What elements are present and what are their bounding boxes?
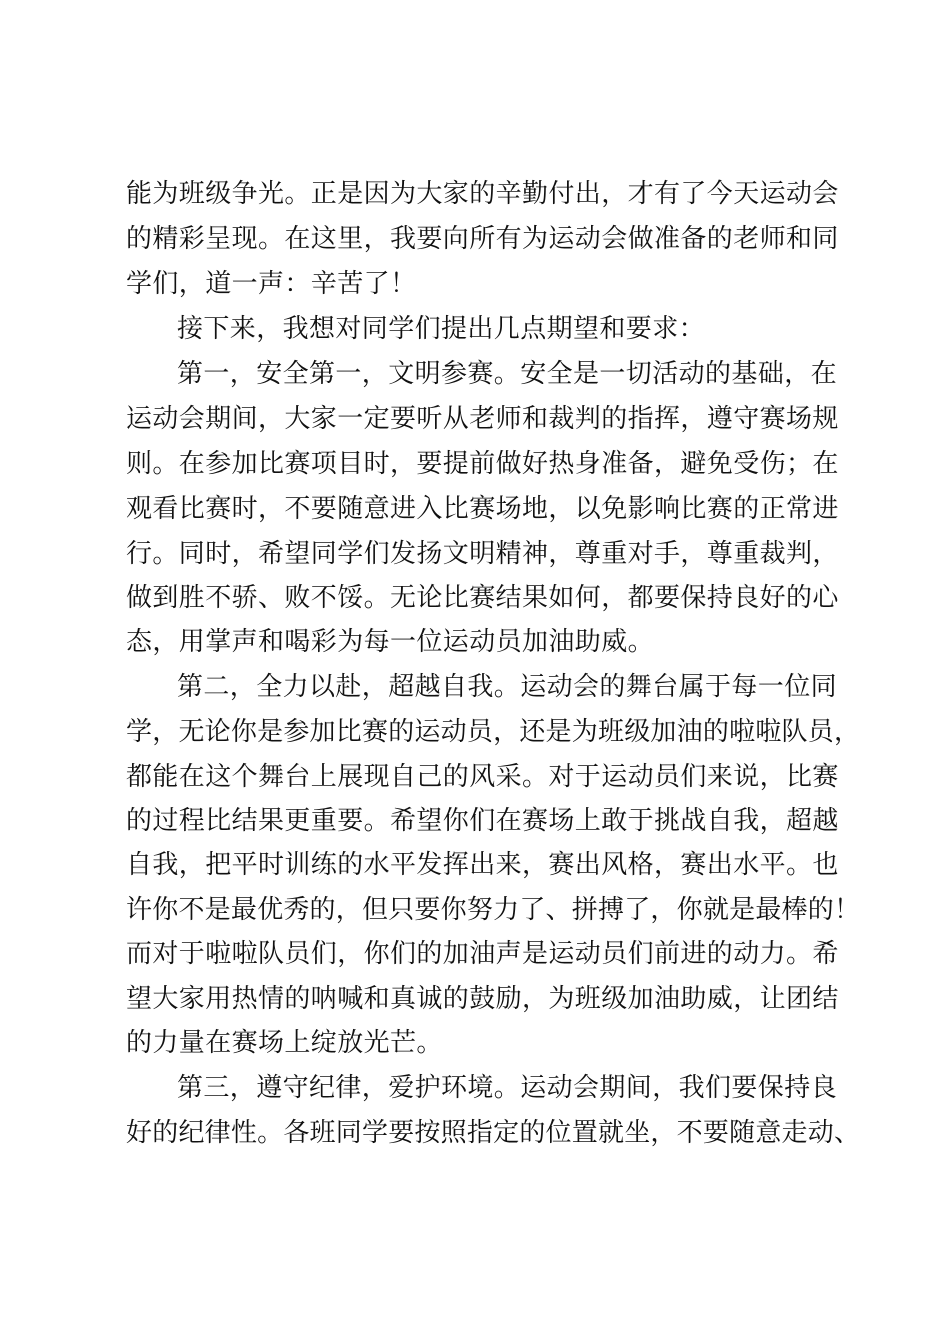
text-line: 的过程比结果更重要。希望你们在赛场上敢于挑战自我，超越 <box>126 806 839 836</box>
text-line: 行。同时，希望同学们发扬文明精神，尊重对手，尊重裁判， <box>126 539 839 569</box>
paragraph-start-line: 第一，安全第一，文明参赛。安全是一切活动的基础，在 <box>177 359 838 389</box>
text-line: 望大家用热情的呐喊和真诚的鼓励，为班级加油助威，让团结 <box>126 984 839 1014</box>
text-line: 好的纪律性。各班同学要按照指定的位置就坐，不要随意走动、 <box>126 1118 861 1148</box>
text-line: 而对于啦啦队员们，你们的加油声是运动员们前进的动力。希 <box>126 939 839 969</box>
text-line: 做到胜不骄、败不馁。无论比赛结果如何，都要保持良好的心 <box>126 583 839 613</box>
text-line: 则。在参加比赛项目时，要提前做好热身准备，避免受伤；在 <box>126 449 839 479</box>
text-line: 学们，道一声：辛苦了！ <box>126 269 417 299</box>
text-line: 的精彩呈现。在这里，我要向所有为运动会做准备的老师和同 <box>126 224 839 254</box>
paragraph-start-line: 第三，遵守纪律，爱护环境。运动会期间，我们要保持良 <box>177 1073 838 1103</box>
text-line: 许你不是最优秀的，但只要你努力了、拼搏了，你就是最棒的！ <box>126 895 861 925</box>
text-line: 态，用掌声和喝彩为每一位运动员加油助威。 <box>126 627 655 657</box>
text-line: 都能在这个舞台上展现自己的风采。对于运动员们来说，比赛 <box>126 762 839 792</box>
paragraph-start-line: 第二，全力以赴，超越自我。运动会的舞台属于每一位同 <box>177 672 838 702</box>
text-line: 自我，把平时训练的水平发挥出来，赛出风格，赛出水平。也 <box>126 850 839 880</box>
text-line: 观看比赛时，不要随意进入比赛场地，以免影响比赛的正常进 <box>126 494 839 524</box>
text-line: 的力量在赛场上绽放光芒。 <box>126 1028 443 1058</box>
text-line: 学，无论你是参加比赛的运动员，还是为班级加油的啦啦队员， <box>126 717 861 747</box>
text-line: 能为班级争光。正是因为大家的辛勤付出，才有了今天运动会 <box>126 179 839 209</box>
paragraph-start-line: 接下来，我想对同学们提出几点期望和要求： <box>177 314 706 344</box>
text-line: 运动会期间，大家一定要听从老师和裁判的指挥，遵守赛场规 <box>126 404 839 434</box>
